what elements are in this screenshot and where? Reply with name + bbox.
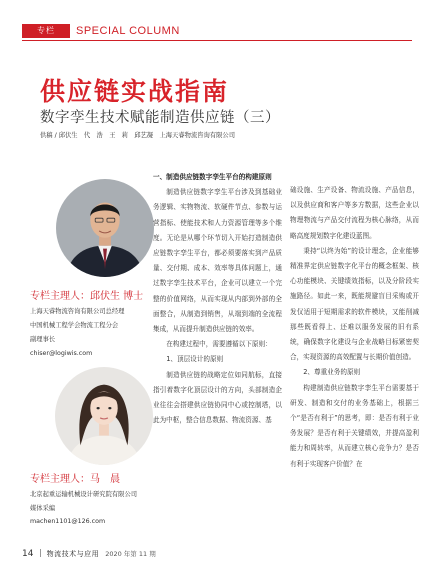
host-2-email: machen1101@126.com (30, 518, 106, 525)
footer-divider (40, 549, 41, 557)
host-1-line: 副理事长 (30, 336, 56, 343)
paragraph: 制造供应链数字孪生平台涉及到基础业务逻辑、实物物流、软硬件节点、参数与运营指标、使能技术和人力资源管理等多个维度。无论是从哪个环节切入开始打造制造供应链数字孪生平台，都必须要落实到产品质量、交付期、成本、效率等具体问题上，通过数字孪生技术平台，企业可以建立一个完整的价值网络，从而实现从内部到外部的全面整合，从制造到销售，从端到端的全流程集成，从而提升制造供应链的效率。 (153, 188, 282, 334)
header-divider (22, 40, 412, 41)
page-footer (22, 549, 322, 561)
paragraph: 础设施、生产设备、物流设施、产品信息，以及供应商和客户等多方数据，这些企业以物理物流与产品交付流程为核心脉络，从而略高度规划数字化建设蓝图。 (290, 186, 419, 240)
body-column-2 (290, 183, 419, 540)
paragraph: 构建制造供应链数字孪生平台需要基于研发、制造和交付的业务基础上，根据三个“是否有利于”的思考，即：是否有利于业务发展？是否有利于关键绩效，并提高盈利能力和周转率，从而建立核心竞争力？是否有利于实现客户价值？在 (290, 383, 419, 468)
column-tag: 专栏 (22, 24, 70, 38)
host-photo-female (55, 367, 153, 465)
host-name-1: 专栏主理人：邱伏生 博士 (30, 291, 144, 302)
host-2-line: 北京起重运输机械设计研究院有限公司 (30, 491, 138, 498)
article-subtitle: 数字孪生技术赋能制造供应链（三） (40, 110, 280, 126)
publication-name: 物流技术与应用 (46, 550, 100, 558)
article-byline: 供稿 / 邱伏生 代 浩 王 莉 邱艺凝 上海天睿物流咨询有限公司 (40, 132, 236, 139)
column-header (22, 22, 412, 40)
host-1-line: 中国机械工程学会物流工程分会 (30, 322, 119, 329)
host-1-email: chiser@logiwis.com (30, 350, 93, 357)
column-english-title: SPECIAL COLUMN (76, 25, 180, 37)
page-number: 14 (22, 549, 34, 559)
section-heading: 一、制造供应链数字孪生平台的构建原则 (153, 173, 272, 181)
subsection-heading: 1、顶层设计的原则 (166, 355, 224, 364)
body-column-1 (153, 170, 282, 540)
paragraph: 秉持“以终为始”的设计理念，企业能够精准界定供应链数字化平台的概念框架、核心功能模块、关键绩效指标，以及分阶段实施路径。如此一来，既能规避盲目采购或开发仅适用于短期需求的软件模块，又能削减那些既看得上、还难以服务发展的旧有系统，确保数字化建设与企业战略目标紧密契合，实现资源的高效配置与长期价值创造。 (290, 246, 419, 362)
subsection-heading: 2、尊重业务的原则 (303, 368, 361, 377)
article-title: 供应链实战指南 (40, 77, 230, 106)
issue-info: 2020 年第 11 期 (105, 550, 156, 558)
host-name-2: 专栏主理人：马 晨 (30, 474, 120, 485)
paragraph: 在构建过程中，需要遵循以下原则： (166, 340, 272, 349)
paragraph: 制造供应链的战略定位如同航标，直接指引着数字化顶层设计的方向，头部制造企业往往会搭建供应链协同中心或控制塔，以此为中枢，整合信息数据、物流资源、基 (153, 370, 282, 425)
host-1-line: 上海天睿物流咨询有限公司总经理 (30, 308, 125, 315)
host-photo-male (56, 179, 154, 277)
host-2-line: 媒体采编 (30, 505, 56, 512)
